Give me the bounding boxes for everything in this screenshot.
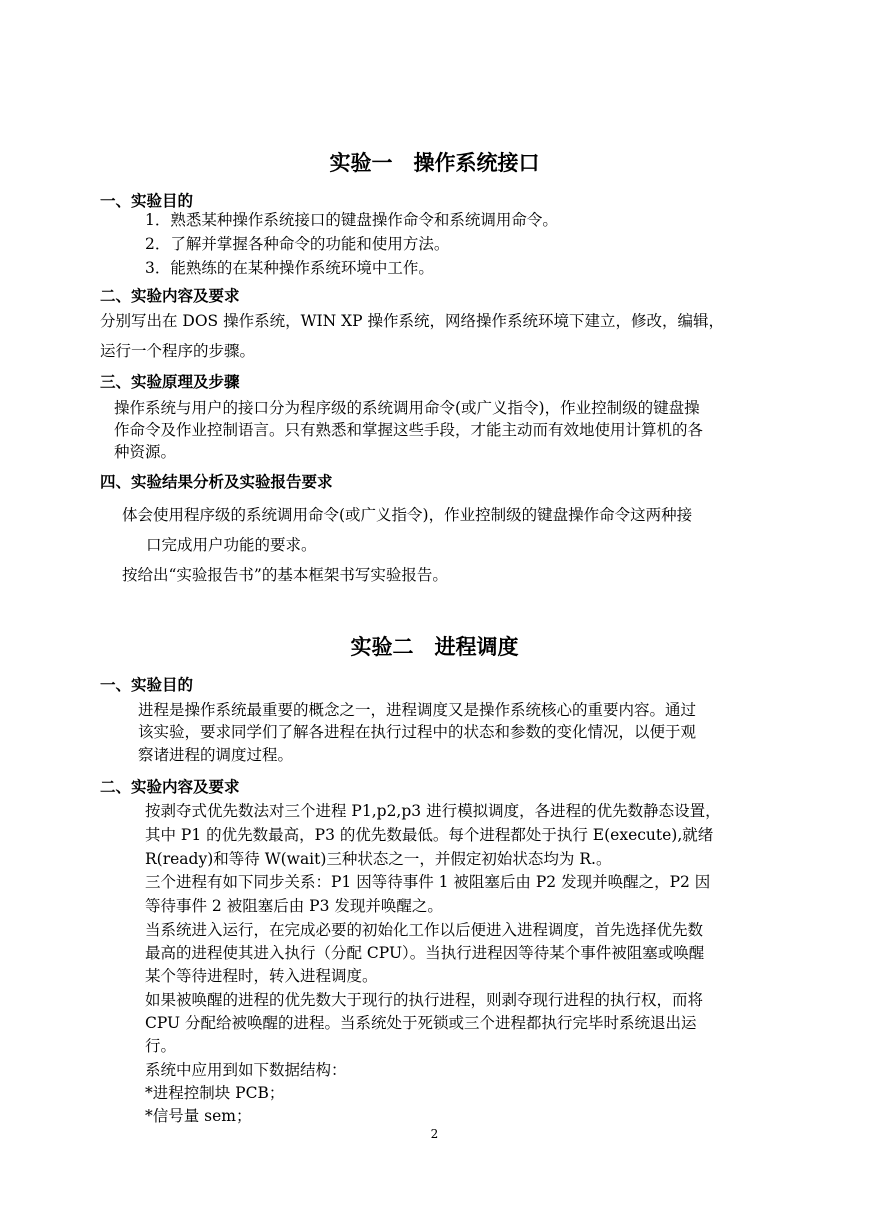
exp2-s2-line-13: *进程控制块 PCB；: [145, 1084, 285, 1102]
exp2-s1-line-1: 进程是操作系统最重要的概念之一，进程调度又是操作系统核心的重要内容。通过: [138, 701, 697, 719]
exp2-s2-line-4: 三个进程有如下同步关系：P1 因等待事件 1 被阻塞后由 P2 发现并唤醒之，P2 因: [145, 873, 711, 891]
exp1-s2-line-2: 运行一个程序的步骤。: [100, 342, 256, 360]
exp1-title: 实验一 操作系统接口: [329, 151, 540, 175]
exp1-s4-line-3: 按给出“实验报告书”的基本框架书写实验报告。: [122, 566, 448, 584]
exp1-section2-heading: 二、实验内容及要求: [100, 287, 240, 305]
exp1-section3-heading: 三、实验原理及步骤: [100, 373, 240, 391]
exp1-section1-heading: 一、实验目的: [100, 192, 194, 210]
exp2-s2-line-10: CPU 分配给被唤醒的进程。当系统处于死锁或三个进程都执行完毕时系统退出运: [145, 1014, 697, 1032]
exp1-s3-line-3: 种资源。: [114, 443, 177, 461]
exp2-s2-line-7: 最高的进程使其进入执行（分配 CPU）。当执行进程因等待某个事件被阻塞或唤醒: [145, 944, 705, 962]
exp2-s2-line-8: 某个等待进程时，转入进程调度。: [145, 967, 378, 985]
exp2-s2-line-9: 如果被唤醒的进程的优先数大于现行的执行进程，则剥夺现行进程的执行权，而将: [145, 991, 704, 1009]
exp1-s1-item-3: 3．能熟练的在某种操作系统环境中工作。: [145, 259, 434, 277]
exp2-section1-heading: 一、实验目的: [100, 676, 194, 694]
exp1-section4-heading: 四、实验结果分析及实验报告要求: [100, 473, 333, 491]
exp2-title: 实验二 进程调度: [350, 635, 519, 659]
exp2-s1-line-2: 该实验，要求同学们了解各进程在执行过程中的状态和参数的变化情况，以便于观: [138, 723, 697, 741]
exp1-s1-item-1: 1．熟悉某种操作系统接口的键盘操作命令和系统调用命令。: [145, 211, 558, 229]
exp2-s2-line-6: 当系统进入运行，在完成必要的初始化工作以后便进入进程调度，首先选择优先数: [145, 921, 704, 939]
page-number: 2: [430, 1127, 439, 1141]
exp1-s1-item-2: 2．了解并掌握各种命令的功能和使用方法。: [145, 235, 450, 253]
exp1-s4-line-1: 体会使用程序级的系统调用命令(或广义指令)，作业控制级的键盘操作命令这两种接: [122, 506, 693, 524]
exp2-s2-line-1: 按剥夺式优先数法对三个进程 P1,p2,p3 进行模拟调度，各进程的优先数静态设置，: [145, 802, 721, 820]
exp2-s2-line-3: R(ready)和等待 W(wait)三种状态之一，并假定初始状态均为 R.。: [145, 850, 612, 868]
exp1-s3-line-1: 操作系统与用户的接口分为程序级的系统调用命令(或广义指令)，作业控制级的键盘操: [114, 399, 700, 417]
exp2-s1-line-3: 察诸进程的调度过程。: [138, 746, 294, 764]
exp2-s2-line-14: *信号量 sem；: [145, 1107, 252, 1125]
exp1-s2-line-1: 分别写出在 DOS 操作系统，WIN XP 操作系统，网络操作系统环境下建立，修改，编辑，: [100, 312, 725, 330]
exp2-s2-line-2: 其中 P1 的优先数最高，P3 的优先数最低。每个进程都处于执行 E(execute),就绪: [145, 826, 714, 844]
exp2-s2-line-12: 系统中应用到如下数据结构：: [145, 1061, 347, 1079]
exp2-section2-heading: 二、实验内容及要求: [100, 778, 240, 796]
exp2-s2-line-11: 行。: [145, 1037, 177, 1055]
exp1-s4-line-2: 口完成用户功能的要求。: [146, 536, 317, 554]
exp2-s2-line-5: 等待事件 2 被阻塞后由 P3 发现并唤醒之。: [145, 897, 443, 915]
exp1-s3-line-2: 作命令及作业控制语言。只有熟悉和掌握这些手段，才能主动而有效地使用计算机的各: [114, 421, 704, 439]
